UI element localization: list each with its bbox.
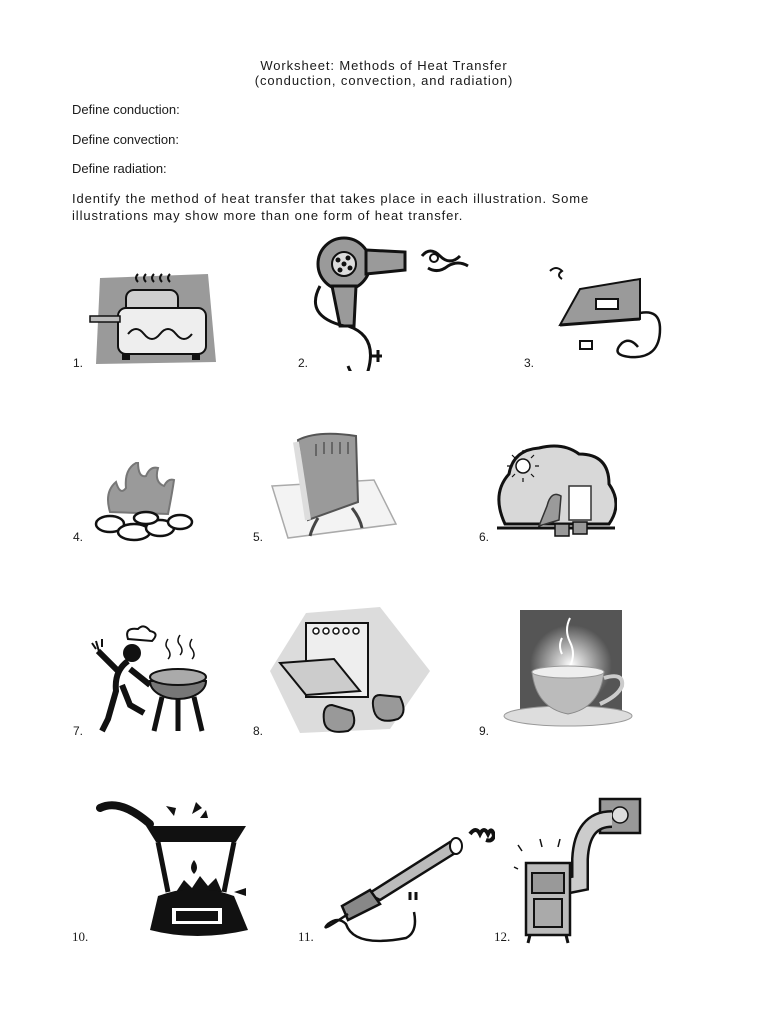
define-conduction-label: Define conduction: [72, 102, 180, 117]
wood-stove-icon [512, 795, 647, 945]
instructions-line2: illustrations may show more than one form of heat transfer. [72, 208, 464, 223]
hair-dryer-icon [310, 236, 480, 371]
item-number-5: 5. [253, 530, 264, 544]
item-number-3: 3. [524, 356, 535, 370]
item-number-8: 8. [253, 724, 264, 738]
hot-coffee-cup-icon [502, 608, 637, 730]
worksheet-title-line2: (conduction, convection, and radiation) [254, 73, 514, 88]
item-number-1: 1. [73, 356, 84, 370]
curling-iron-icon [320, 820, 495, 945]
item-number-4: 4. [73, 530, 84, 544]
item-number-6: 6. [479, 530, 490, 544]
item-number-2: 2. [298, 356, 309, 370]
instructions-line1: Identify the method of heat transfer that takes place in each illustration. Some [72, 191, 590, 206]
pan-over-burner-icon [96, 796, 251, 944]
item-number-11: 11. [298, 929, 314, 944]
toaster-icon [88, 272, 223, 367]
worksheet-title-line1: Worksheet: Methods of Heat Transfer [260, 58, 508, 73]
item-number-12: 12. [494, 929, 511, 944]
define-radiation-label: Define radiation: [72, 161, 167, 176]
define-convection-label: Define convection: [72, 132, 179, 147]
clothes-iron-icon [540, 265, 670, 365]
space-heater-icon [268, 428, 400, 543]
item-number-10: 10. [72, 929, 89, 944]
instructions [72, 190, 712, 224]
item-number-7: 7. [73, 724, 84, 738]
campfire-icon [90, 462, 195, 542]
sun-beach-sandcastle-icon [495, 444, 617, 544]
oven-mitts-icon [270, 605, 430, 737]
item-number-9: 9. [479, 724, 490, 738]
barbecue-grill-icon [88, 625, 213, 737]
